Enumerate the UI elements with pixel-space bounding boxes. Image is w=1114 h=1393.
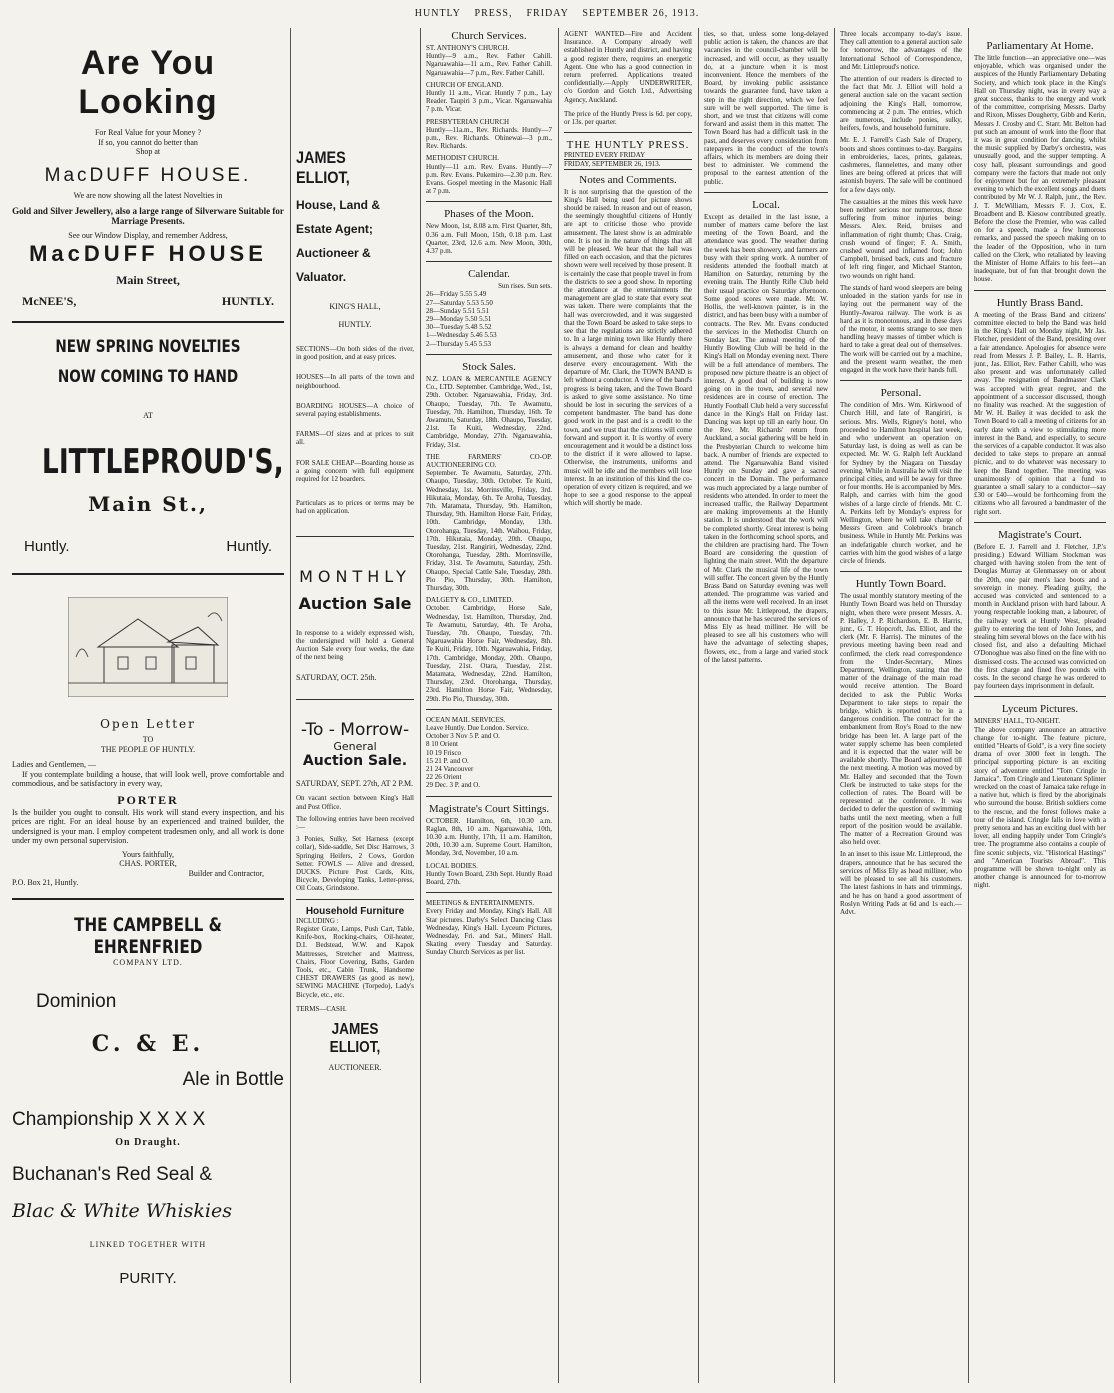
ce-logo-text: C. & E.	[91, 1031, 205, 1057]
town-board-body: The usual monthly statutory meeting of the Huntly Town Board was held on Thursday night, when there were present Messrs. A. P. Halley, J. P. Richardson, E. B. Harris, junr., G. T. Hopcroft, Jas. Elliot, and the clerk (Mr. F. Harris). The minutes of the previous meeting having been read and confirmed, the clerk read correspondence from the Under-Secretary, Mines Department, Wellington, stating that the matter of the drainage of the main road would receive attention. The Board decided to ask the Public Works Department to take steps to repair the bridge, which is reported to be in a dangerous condition. The contract for the embankment from Roy's Road to the new bridge has been let. A large part of the water supply scheme has been completed and it is expected that the water will be available shortly. The Board adjourned till the next meeting. A motion was moved by Mr. Halley and seconded that the Town Clerk be instructed to take steps for the collection of rates. The Board will be represented at the conference. It was decided to defer the question of swimming baths until the next meeting, when a full report of the position would be available. The matter of a Recreation Ground was also held over.	[840, 592, 962, 847]
saturday-oct-text: SATURDAY, OCT. 25th.	[296, 673, 377, 683]
presbyterian-body: Huntly—11a.m., Rev. Richards. Huntly—7 p.m., Rev. Richards. Ohinewai—3 p.m., Rev. Richards.	[426, 125, 552, 151]
paper-title: THE HUNTLY PRESS.	[566, 139, 690, 152]
porter-body: Is the builder you ought to consult. His work will stand every inspection, and his prices are right. For an ideal house by an experienced and trained builder, the undersigned is your man. I employ competent tradesmen only, and all work is done under my own personal supervision.	[12, 807, 284, 845]
kings-hall-text: KING'S HALL,	[329, 302, 381, 311]
huntly-right: Huntly.	[226, 538, 272, 555]
dalgety-heading: DALGETY & CO., LIMITED.	[426, 596, 514, 605]
calendar-row: 29—Monday 5.50 5.51	[426, 315, 492, 324]
column-personal	[840, 30, 962, 916]
church-of-england-body: Huntly 11 a.m., Vicar. Huntly 7 p.m., Lay Reader. Taupiri 3 p.m., Vicar. Ngaruawahia 7 p.m. Vicar.	[426, 89, 552, 114]
terms-text: TERMS—CASH.	[296, 1004, 347, 1013]
house-land-text: House, Land &	[296, 198, 381, 212]
meetings-body: Every Friday and Monday, King's Hall. All Star pictures. Darby's Select Dancing Class Wednesday, King's Hall. Lyceum Pictures, Wednesday, Fri. and Sat., Miners' Hall. Skating every Tuesday and Saturday. Sunday Church Services as per list.	[426, 907, 552, 957]
entries-text: 3 Ponies, Sulky, Set Harness (except collar), Side-saddle, Set Disc Harrows, 3 Springing Heifers, 2 Cows, Gordon Setter. FOWLS — Alive and dressed, DUCKS. Picture Post Cards, Kits, Bicycle, Developing Tanks, Letter-press, Oil Coats, Grindstone.	[296, 835, 414, 893]
masthead-day: FRIDAY	[526, 8, 569, 19]
following-entries-text: The following entries have been received :—	[296, 814, 414, 832]
mcnees-text: McNEE'S,	[22, 293, 77, 308]
calendar-row: 26—Friday 5.55 5.49	[426, 290, 487, 299]
edition-date: FRIDAY, SEPTEMBER 26, 1913.	[564, 159, 692, 169]
boarding-text: BOARDING HOUSES—A choice of several paying establishments.	[296, 401, 414, 419]
for-sale-text: FOR SALE CHEAP—Boarding house as a going concern with full equipment required for 12 boarders.	[296, 458, 414, 484]
builder-text: Builder and Contractor,	[188, 868, 264, 878]
dominion-text: Dominion	[36, 991, 117, 1012]
three-locals-text: Three locals accompany to-day's issue. They call attention to a general auction sale for tomorrow, the advantages of the International School of Correspondence, and Mr. Littleproud's notice.	[840, 30, 962, 71]
general-text: General	[333, 739, 377, 753]
ocean-mail-row: 22 26 Orient	[426, 773, 462, 782]
magistrate-sittings-body: OCTOBER. Hamilton, 6th, 10.30 a.m. Raglan, 8th, 10 a.m. Ngaruawahia, 10th, 10.30 a.m. Huntly, 17th, 11 a.m. Hamilton, 20th, 10.30 a.m. Supreme Court. Hamilton, Monday, 3rd, November, 10 a.m.	[426, 816, 552, 858]
vacant-section-text: On vacant section between King's Hall and Post Office.	[296, 794, 414, 811]
valuator-text: Valuator.	[296, 270, 347, 284]
calendar-row: 27—Saturday 5.53 5.50	[426, 298, 493, 307]
littleproud-name: LITTLEPROUD'S,	[41, 442, 284, 482]
local-bodies-body: Huntly Town Board, 23th Sept. Huntly Road Board, 27th.	[426, 869, 552, 887]
calendar-column-head: Sun rises. Sun sets.	[498, 282, 552, 291]
household-furniture-heading: Household Furniture	[305, 905, 405, 917]
parliamentary-body: The little function—an appreciative one—was enjoyable, which was organised under the auspices of the Huntly Parliamentary Debating Society, and which took place in the King's Hall on Thursday night, was in every way a great success, thanks to the energy and work of the committee, comprising Messrs. Darby and Rixon, Misses Dougherty, Gibb and Kerin, Messrs J. Crosby and C. Starr. Mr. Belton had put such an amount of work into the floor that it was in great condition for dancing, whilst the music supplied by Darby's orchestra, was unusually good, and the supper tempting. A cosy hall, pleasant surroundings and good company were the factors that made not only for enjoyment but for an extremely pleasant evening to which the excellent songs and duets contributed by Mr W. J. Ralph, junr., the Rev. J. T. McWilliam, Messrs F. J. Cox, E. Broadbent and B. Kiesow contributed greatly. Before the close the Premier, who was called on for a speech, made a few humorous remarks, and passed the speech making on to the leader of the Opposition, who in turn called on the Clerk, who retaliated by leaving the Minister of Home Affairs to his feet—an inadequate, but of fun that brought down the house.	[974, 54, 1106, 284]
macduff-house-name: MacDUFF HOUSE.	[44, 164, 252, 186]
houses-text: HOUSES—In all parts of the town and neighbourhood.	[296, 373, 414, 390]
local-heading: Local.	[752, 198, 780, 211]
at-text: AT	[143, 410, 153, 420]
personal-body: The condition of Mrs. Wm. Kirkwood of Church Hill, and late of Rangiriri, is serious. Mrs. Wells, Rigney's hotel, who proceeded to Hamilton hospital last week, and who underwent an operation on Saturday last, is doing as well as can be expected. Mr. W. G. Ralph left Auckland for Sydney by the Niagara on Tuesday evening. While in Australia he will visit the principal cities, and will be away for three or four months. He is accompanied by Mrs. Ralph, and carries with him the good wishes of a large circle of friends. Mr. C. A. Perkins left by Monday's express for Wellington, where he will take charge of Messrs Green and Colebrook's branch business. While in Huntly Mr. Perkins was an indefatigable church worker, and he carries with him the good wishes of a large circle of friends.	[840, 401, 962, 565]
magistrates-court-heading: Magistrate's Court.	[998, 528, 1082, 541]
column-advertisements	[12, 30, 284, 1287]
estate-agent-text: Estate Agent;	[296, 222, 373, 236]
including-text: INCLUDING :	[296, 916, 339, 925]
value-text: For Real Value for your Money ? If so, you cannot do better than Shop at	[94, 128, 202, 156]
po-box-text: P.O. Box 21, Huntly.	[12, 878, 79, 887]
nz-loan-body: N.Z. LOAN & MERCANTILE AGENCY Co., LTD. September. Cambridge, Wed., 1st, 29th. October. Ngaruawahia, Friday, 3rd. Ohaupo, Tuesday, 7th. Te Awamutu, Tuesday, 7th. Hamilton, Thursday, 16th. Te Awamutu, Saturday, 18th. Ohaupo, Tuesday, 21st. Te Kuiti, Wednesday, 22nd. Cambridge, Monday, 27th. Ngaruawahia, Friday, 31st.	[426, 374, 552, 449]
people-text: THE PEOPLE OF HUNTLY.	[100, 744, 196, 754]
phases-body: New Moon, 1st, 8.08 a.m. First Quarter, 8th, 0.36 a.m. Full Moon, 15th, 0.18 p.m. Last Quarter, 23rd, 12.6 a.m. New Moon, 30th, 4.37 p.m.	[426, 222, 552, 256]
black-white-text: Blac & White Whiskies	[12, 1200, 232, 1222]
st-anthony-heading: ST. ANTHONY'S CHURCH.	[426, 44, 510, 52]
to-morrow-heading: -To - Morrow-	[300, 719, 410, 740]
littleproud-advert	[12, 337, 284, 556]
column-rule	[290, 28, 291, 1383]
are-you-looking-heading: Are You Looking	[78, 44, 218, 121]
yours-text: Yours faithfully,	[121, 849, 174, 859]
porter-advert	[12, 597, 284, 888]
monthly-heading: MONTHLY	[299, 566, 411, 586]
auction-sale-heading: Auction Sale	[298, 593, 412, 613]
james-elliot-heading-2: JAMES ELLIOT,	[329, 1020, 381, 1056]
main-street-text: Main Street,	[116, 272, 180, 287]
championship-text: Championship X X X X	[12, 1109, 206, 1130]
house-illustration	[68, 597, 228, 697]
littleproud-notice: In an inset to this issue Mr. Littleproud, the drapers, announce that he has secured the services of Miss Ely as head milliner, who will be pleased to see all his customers. The latest fashions in hats and trimmings, and he has on hand a good assortment of Roslyn Writing Pads at 6d and 1s each.—Advt.	[840, 850, 962, 916]
sections-text: SECTIONS—On both sides of the river, in good position, and at easy prices.	[296, 345, 414, 362]
calendar-row: 30—Tuesday 5.48 5.52	[426, 323, 492, 332]
masthead-press: PRESS,	[474, 8, 513, 19]
farmers-body: September. Te Awamutu, Saturday, 27th. Ohaupo, Tuesday, 30th. October. Te Kuiti, Wednesday, 1st. Morrinsville, Friday, 3rd. Hikutaia, Monday, 6th. Te Aroha, Tuesday, 7th. Matamata, Thursday, 9th. Hamilton, Thursday, 9th. Hamilton Horse Fair, Friday, 10th. Cambridge, Monday, 13th. Otorohanga, Tuesday, 14th. Waihou, Friday, 17th. Hikutaia, Monday, 20th. Ohaupo, Tuesday, 21st. Rangiriri, Wednesday, 22nd. Otorohanga, Tuesday, 28th. Morrinsville, Friday, 31st. Te Awamutu, Saturday, 25th. Ohaupo, Special Cattle Sale, Tuesday, 28th. Pio Pio, Thursday, 30th. Hamilton, Thursday, 30th.	[426, 469, 552, 592]
campbell-heading: THE CAMPBELL & EHRENFRIED	[74, 913, 222, 958]
sleepers-text: The stands of hard wood sleepers are being unloaded in the station yards for use in laying out the permanent way of the Huntly-Awaroa railway. The work is as hard as it is monotonous, and in these days of the motor, it seems strange to see men handling heavy masses of timber which is hard to take a great deal out of themselves. The work will be carried out by a machine, and the present warm weather, the men engaged in the work have their hands full.	[840, 283, 962, 374]
ale-text: Ale in Bottle	[182, 1069, 284, 1090]
auction-notice-text: The attention of our readers is directed to the fact that Mr. J. Elliot will hold a general auction sale on the vacant section adjoining the King's Hall, tomorrow, commencing at 2 p.m. The entries, which are numerous, include ponies, sulky, heifers, fowls, and household furniture.	[840, 75, 962, 133]
farmers-heading: THE FARMERS' CO-OP. AUCTIONEERING CO.	[426, 452, 552, 469]
church-of-england-heading: CHURCH OF ENGLAND.	[426, 80, 504, 89]
column-rule	[698, 28, 699, 1383]
price-notice: The price of the Huntly Press is 6d. per copy, or 13s. per quarter.	[564, 109, 692, 127]
letter-body: If you contemplate building a house, that will look well, prove comfortable and commodious, and be satisfactory in every way,	[12, 769, 284, 788]
particulars-text: Particulars as to prices or terms may be had on application.	[296, 499, 414, 516]
on-draught-text: On Draught.	[115, 1137, 181, 1148]
dalgety-body: October. Cambridge, Horse Sale, Wednesday, 1st. Hamilton, Thursday, 2nd. Te Awamutu, Saturday, 4th. Te Aroha, Tuesday, 7th. Ohaupo, Tuesday, 7th. Ngaruawahia Horse Fair, Wednesday, 8th. Te Kuiti, Friday, 10th. Ngaruawahia, Friday, 17th. Cambridge, Monday, 20th. Ohaupo, Tuesday, 21st. Otara, Tuesday, 21st. Matamata, Wednesday, 22nd. Hamilton, Thursday, 23rd. Otorohanga, Thursday, 23rd. Hamilton Horse Fair, Wednesday, 29th. Pio Pio, Thursday, 30th.	[426, 604, 552, 703]
parliamentary-heading: Parliamentary At Home.	[986, 40, 1094, 52]
ocean-mail-row: 10 19 Frisco	[426, 748, 461, 757]
macduff-house-name-2: MacDUFF HOUSE	[29, 240, 267, 266]
cash-sale-text: Mr. E. J. Farrell's Cash Sale of Drapery, boots and shoes continues to-day. Bargains in embroideries, laces, prints, galateas, cashmeres, flannelettes, and many other lines are being offered at prices that will astonish buyers. The sale will be continued for a few days only.	[840, 136, 962, 194]
church-services-heading: Church Services.	[451, 30, 527, 42]
methodist-heading: METHODIST CHURCH.	[426, 154, 499, 163]
notes-heading: Notes and Comments.	[579, 173, 677, 186]
company-text: COMPANY LTD.	[113, 957, 183, 967]
calendar-row: 28—Sunday 5.51 5.51	[426, 306, 489, 315]
main-st-text: Main St.,	[88, 492, 208, 516]
calendar-heading: Calendar.	[468, 268, 510, 281]
window-display-text: See our Window Display, and remember Address,	[68, 231, 228, 240]
now-coming-heading: NOW COMING TO HAND	[57, 366, 239, 387]
campbell-advert	[12, 914, 284, 1287]
lyceum-heading: Lyceum Pictures.	[1001, 703, 1079, 716]
column-rule	[968, 28, 969, 1383]
farms-text: FARMS—Of sizes and at prices to suit all.	[296, 430, 414, 447]
huntly-left: Huntly.	[24, 538, 70, 555]
masthead	[0, 8, 1114, 19]
brass-band-heading: Huntly Brass Band.	[996, 296, 1084, 309]
huntly-text: HUNTLY.	[221, 293, 274, 308]
phases-heading: Phases of the Moon.	[444, 208, 534, 221]
response-text: In response to a widely expressed wish, the undersigned will hold a General Auction Sale every four weeks, the date of the next being	[296, 628, 414, 662]
town-board-heading: Huntly Town Board.	[855, 578, 947, 591]
ocean-mail-heading: OCEAN MAIL SERVICES.	[426, 715, 506, 724]
calendar-row: 2—Thursday 5.45 5.53	[426, 339, 491, 348]
editorial-continued: ties, so that, unless some long-delayed public action is taken, the chances are that vacancies in the council-chamber will be increased, and will occur, as they usually do, at a juncture when it is most inconvenient. Hence the members of the Board, by invoking public assistance towards the guarantee fund, have taken a step in the right direction, which we feel sure will be well supported. The time is short, and we trust that citizens will come forward and assist them in this matter. The Town Board has had a difficult task in the past, and deserves every consideration from ratepayers in the conduct of the town's affairs, which its members are doing their best to administer. We commend the proposal to the earnest attention of the public.	[704, 30, 828, 186]
furniture-list: Register Grate, Lamps, Push Cart, Table, Knife-box, Rocking-chairs, Oil-heater, D.I. Bedstead, W.W. and Kapok Mattresses, Stretcher and Mattress, Chairs, Floor Covering, Baths, Garden Tools, etc., Cabin Trunk, Handsome CHEST DRAWERS (as good as new), SEWING MACHINE (Torpedo), Lady's Bicycle, etc., etc.	[296, 924, 414, 999]
paper-subtitle: PRINTED EVERY FRIDAY	[564, 151, 646, 160]
auctioneer-text-2: AUCTIONEER.	[328, 1062, 382, 1072]
column-rule	[558, 28, 559, 1383]
kings-hall-huntly: HUNTLY.	[338, 319, 372, 329]
linked-text: LINKED TOGETHER WITH	[89, 1240, 207, 1249]
macduff-advert	[12, 44, 284, 309]
casualties-text: The casualties at the mines this week have been neither serious nor numerous, those suffering from minor injuries being: Messrs. Alex. Reid, bruises and inflammation of right thumb; Chas. Craig, crush wound of finger; F. A. Smith, crushed wound and inflamed foot; John Campbell, bruised back, cuts and fracture of left ring finger, and Michael Stanton, two wounds on right hand.	[840, 197, 962, 280]
buchanan-text: Buchanan's Red Seal &	[12, 1164, 213, 1185]
column-editorial	[564, 30, 692, 508]
magistrates-court-body: (Before E. J. Farrell and J. Fletcher, J.P.'s presiding.) Edward William Stockman was charged with having stolen from the tent of Douglas Murray at Glenmassey on or about the 20th, one pair men's lace boots and a sovereign in money. Pleading guilty, the accused was convicted and sentenced to a month in Auckland prison with hard labour. A young respectable looking man, a labourer, of the railway work at Huntly West, pleaded guilty to entering the tent of John Jones, and stealing him several blows on the face with his closed fist, and also a defaulting Michael O'Donoghue was also fined on the fine with no dismissed costs. The accused was convicted on the first charge and fined five pounds with costs. In the second charge he was ordered to pay fourteen days imprisonment in default.	[974, 542, 1106, 691]
open-letter-heading: Open Letter	[100, 717, 196, 731]
notes-body: It is not surprising that the question of the King's Hall being used for picture shows should be raised. In reason and out of reason, the seemingly thoughtful citizens of Huntly are apt to criticise those who provide amusement. The latest show is an admirable one. It is not in the nature of things that all will be pleased. We hear that the hall was filled on each occasion, and that the pictures shown were well received by those present. It is certainly the case that people travel in from the districts to see a good show. In reporting the attendance at the entertainments the management are glad to state that every seat was taken. There were complaints that the hall was overcrowded, and it was suggested that the Town Board be asked to take steps to see that the regulations are strictly adhered to. In a large mining town like Huntly there is always a demand for clean and healthy amusement, and those who cater for it deserve every encouragement. With the departure of Mr. Clark, the TOWN BAND is left without a conductor. A view of the band's progress is being taken, and the Town Board is asked to give some assistance. No time should be lost in securing the services of a competent bandmaster. The band has done good work in the past and is a credit to the town, and we trust that the citizens will come forward and support it. It is worthy of every encouragement and it would be a distinct loss to the district if it were allowed to lapse. Otherwise, the instruments, uniforms and music will be idle and the members will lose interest. In an institution of this kind the co-operation of every citizen is required, and we hope to see a good response to the appeal which will shortly be made.	[564, 187, 692, 508]
column-local	[704, 30, 828, 664]
purity-text: PURITY.	[119, 1269, 177, 1287]
to-text: TO	[142, 735, 154, 744]
lyceum-body: The above company announce an attractive change for to-night. The feature picture, entitled "Hearts of Gold", is a very fine society drama of over 3000 feet in length. The principal supporting picture is an exciting story of adventure entitled "Tom Cringle in Jamaica". Tom Cringle and Lieutenant Splinter wrecked on the coast of Jamaica take refuge in a native hut, which is fired by the aboriginals who surround the house. British soldiers come to the rescue, and the forest follows make a tour of the island. Cringle falls in love with a pretty senora and has an exciting duel with her lover, all ending happily under Tom Cringle's tree. The programme also contains a couple of fine scenic subjects, viz. "Historical Hastings" and "American Tourists Abroad". This programme will be shown to-night only as another change is announced for to-morrow night.	[974, 725, 1106, 890]
st-anthony-body: Huntly—9 a.m., Rev. Father Cahill. Ngaruawahia—11 a.m., Rev. Father Cahill. Ngaruawahia—7 p.m., Rev. Father Cahill.	[426, 52, 552, 77]
meetings-heading: MEETINGS & ENTERTAINMENTS.	[426, 899, 535, 908]
local-body: Except as detailed in the last issue, a number of matters came before the last meeting of the Town Board, and the attendance was good. The weather during the week has been showery, and farmers are busy with their spring work. A number of residents attended the football match at Hamilton on Saturday, returning by the evening train. The Huntly Rifle Club held their usual practice on Saturday afternoon. Some good scores were made. Mr. W. Hollis, the well-known painter, is in the district, and has been busy with a number of contracts. The Rev. Mr. Evans conducted the services in the Methodist Church on Sunday last. The annual meeting of the Huntly Bowling Club will be held in the King's Hall on Monday evening next. There will be a full attendance of members. The proposed new picture theatre is an object of interest. A good deal of building is now going on in the town, and several new residences are in course of erection. The Huntly Football Club held a very successful dance in the King's Hall on Friday last. Dancing was kept up till an early hour. On the Rev. Mr. Richards' return from Auckland, a social gathering will be held in the Presbyterian Church to welcome him back. A number of friends are expected to attend. The Ngaruawahia Band visited Huntly on Sunday and gave a sacred concert in the Domain. The performance was much appreciated by a large number of residents who attended. In order to meet the increased traffic, the Railway Department are making improvements at the Huntly station. It is understood that the work will be completed shortly. Great interest is being taken in the forthcoming school sports, and the children are practising hard. The Town Board are considering the question of lighting the main street. With the departure of Mr. Clark the musical life of the town will suffer. The concert given by the Huntly Brass Band on Saturday evening was well attended. The programme was varied and all the items were well received. In an inset to this issue Mr. Littleproud, the drapers, announce that he has secured the services of Miss Ely as head milliner. He will be pleased to see all his customers who will have the advantage of selecting shapes, flowers, etc., from a large and varied stock of the latest patterns.	[704, 212, 828, 664]
column-services	[426, 30, 552, 957]
james-elliot-heading: JAMES ELLIOT,	[296, 148, 350, 187]
saturday-sept-text: SATURDAY, SEPT. 27th, AT 2 P.M.	[296, 778, 414, 788]
ocean-mail-row: 15 21 P. and O.	[426, 756, 469, 765]
column-elliot	[296, 30, 414, 1072]
column-news	[974, 30, 1106, 890]
ladies-text: Ladies and Gentlemen, —	[12, 760, 96, 769]
ocean-mail-row: 21 24 Vancouver	[426, 765, 474, 774]
ocean-mail-row: 29 Dec. 3 P. and O.	[426, 781, 481, 790]
ocean-mail-row: October 3 Nov 5 P. and O.	[426, 732, 500, 741]
calendar-row: 1—Wednesday 5.46 5.53	[426, 331, 497, 340]
masthead-date: SEPTEMBER 26, 1913.	[582, 8, 700, 19]
jewellery-text: Gold and Silver Jewellery, also a large range of Silverware Suitable for Marriage Presents.	[12, 206, 284, 226]
auctioneer-text: Auctioneer &	[296, 246, 371, 260]
brass-band-body: A meeting of the Brass Band and citizens' committee elected to help the Band was held in the King's Hall on Monday night, Mr Jas. Fletcher, president of the Band, presiding over a fair attendance. Apologies for absence were read from Messrs J. P. Bailey, L. R. Harris, junr., Jas. Elliot, Rev. Father Cahill, who was also present and was unfortunately called away. The resignation of Bandmaster Clark was accepted with great regret, and the appointment of a successor discussed, though no finality was reached. At the suggestion of Mr W. H. Bailey it was decided to ask the Town Board to call a meeting of citizens for an early date with a view to stimulating more interest in the Band, and especially, to secure the services of a capable conductor. It was also decided to take steps to prepare an annual picnic, and to do whatever was necessary to keep the Band together. The meeting was unanimously of opinion that a fund to guarantee a small salary to a conductor—say £30 or £40—would be forthcoming from the citizens who all favoured a bandmaster of the right sort.	[974, 310, 1106, 516]
column-rule	[420, 28, 421, 1383]
methodist-body: Huntly—11 a.m. Rev. Evans. Huntly—7 p.m. Rev. Evans. Pukemiro—2.30 p.m. Rev. Evans. Gospel meeting in the Masonic Hall at 7 p.m.	[426, 162, 552, 196]
porter-name: PORTER	[117, 792, 179, 807]
personal-heading: Personal.	[880, 387, 922, 400]
column-rule	[834, 28, 835, 1383]
new-spring-heading: NEW SPRING NOVELTIES	[55, 336, 241, 357]
local-bodies-heading: LOCAL BODIES.	[426, 861, 478, 870]
ocean-mail-row: 8 10 Orient	[426, 740, 458, 749]
masthead-paper: HUNTLY	[414, 8, 461, 19]
magistrate-sittings-heading: Magistrate's Court Sittings.	[428, 802, 550, 815]
presbyterian-heading: PRESBYTERIAN CHURCH	[426, 117, 510, 126]
agent-wanted-advert: AGENT WANTED—Fire and Accident Insurance. A Company already well established in Huntly and district, and having a good register there, requires an energetic Agent. One who has a good connection in return preferred. Applications treated confidentially.—Apply UNDERWRITER, c/o Gordon and Gotch Ltd., Advertising Agency, Auckland.	[564, 30, 692, 104]
signature-text: CHAS. PORTER,	[119, 859, 177, 868]
miners-hall-text: MINERS' HALL, TO-NIGHT.	[974, 717, 1061, 726]
ocean-mail-column-head: Leave Huntly. Due London. Service.	[426, 724, 529, 733]
auction-sale-heading-2: Auction Sale.	[302, 752, 408, 769]
stock-sales-heading: Stock Sales.	[462, 360, 516, 373]
novelties-text: We are now showing all the latest Novelties in	[73, 190, 223, 200]
